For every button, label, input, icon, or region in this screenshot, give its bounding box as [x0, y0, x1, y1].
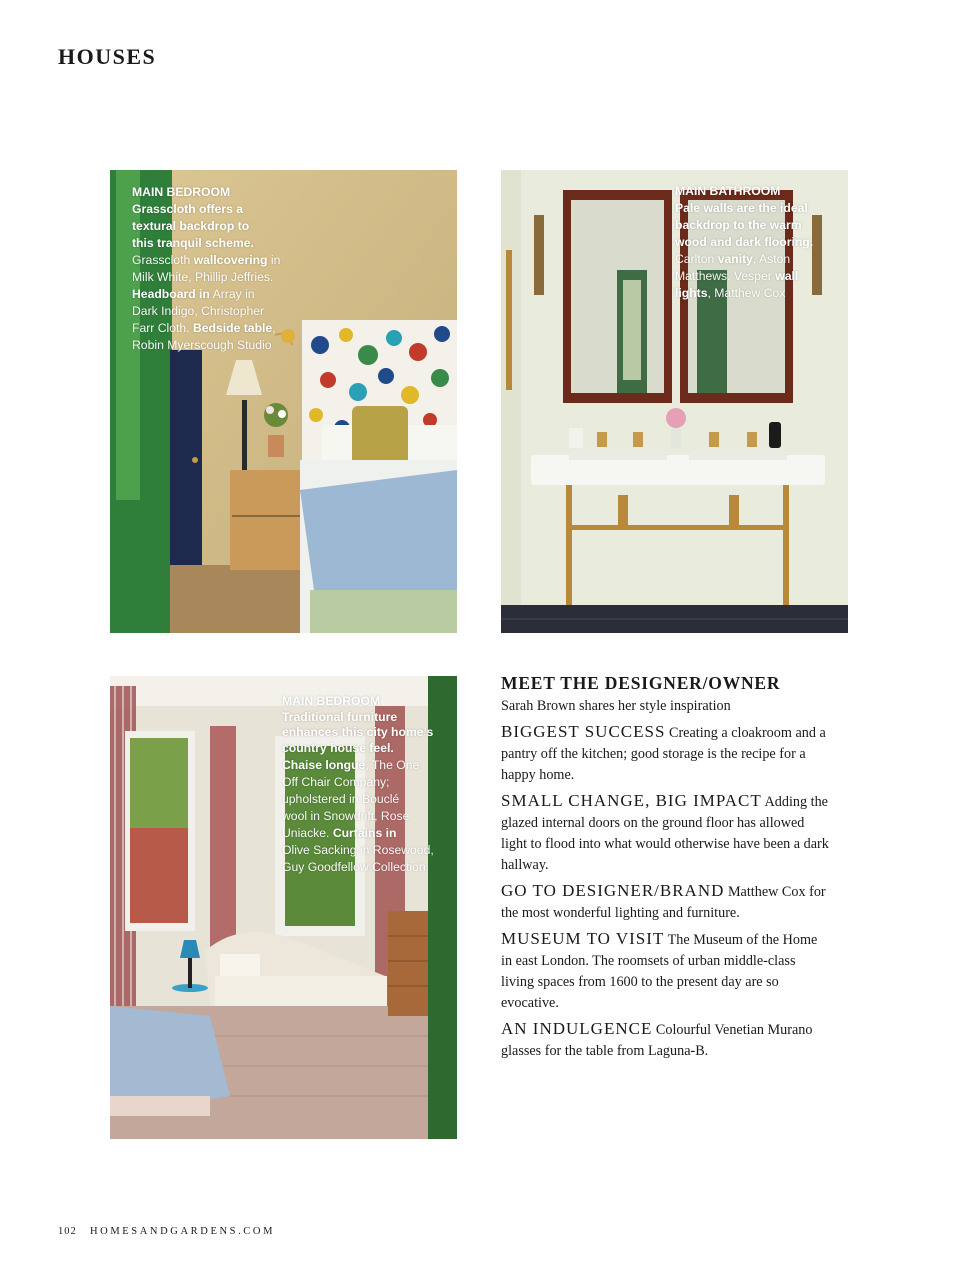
caption-lead-line: this tranquil scheme. [132, 236, 254, 250]
caption-item-name: Chaise longue [282, 758, 366, 772]
page-footer [58, 1226, 275, 1237]
caption-credit-line [282, 774, 452, 791]
qa-answer: Adding the glazed internal doors on the ground floor has allowed light to flood into what would otherwise have been a dark hallway. [501, 794, 829, 873]
qa-heading: MEET THE DESIGNER/OWNER [501, 673, 781, 693]
qa-item [501, 1018, 831, 1062]
photo-main-bedroom [110, 170, 457, 633]
caption-credit-line [132, 303, 332, 320]
qa-answer: Colourful Venetian Murano glasses for the table from Laguna-B. [501, 1022, 813, 1059]
caption-credit-text: Olive Sacking in Rosewood, [282, 843, 434, 857]
qa-answer: Creating a cloakroom and a pantry off the kitchen; good storage is the recipe for a happy home. [501, 725, 826, 783]
qa-question: AN INDULGENCE [501, 1019, 653, 1038]
caption-item-name: Bedside table [192, 321, 273, 335]
qa-question: SMALL CHANGE, BIG IMPACT [501, 791, 762, 810]
photo-main-bedroom-chaise [110, 676, 457, 1139]
photo-caption [132, 184, 332, 354]
caption-credit-text: in [267, 253, 281, 267]
caption-credit-text: wool in Snowdrift, Rose [282, 809, 410, 823]
caption-lead-line: Traditional furniture [282, 710, 398, 724]
designer-qa [501, 672, 831, 1066]
caption-credit-text: Off Chair Company; [282, 775, 390, 789]
photo-main-bathroom [501, 170, 848, 633]
caption-credit-line [282, 825, 452, 842]
caption-credit-text: , Matthew Cox [707, 286, 786, 300]
qa-item [501, 790, 831, 876]
qa-answer: Matthew Cox for the most wonderful lighting and furniture. [501, 884, 826, 921]
caption-credit-line [132, 252, 332, 269]
caption-credit-text: Guy Goodfellow Collection [282, 860, 426, 874]
caption-credit-line [132, 320, 332, 337]
qa-intro: Sarah Brown shares her style inspiration [501, 698, 731, 714]
caption-item-name: Headboard in [132, 287, 210, 301]
qa-item [501, 721, 831, 786]
caption-item-name: wall [775, 269, 799, 283]
caption-credit-text: Uniacke. [282, 826, 333, 840]
qa-items [501, 721, 831, 1062]
qa-question: BIGGEST SUCCESS [501, 722, 666, 741]
caption-credit-text: Grasscloth [132, 253, 194, 267]
caption-credit-text: upholstered in Bouclé [282, 792, 400, 806]
caption-credit-line [132, 286, 332, 303]
photo-caption [675, 183, 845, 302]
caption-credit-line [675, 268, 845, 285]
caption-credit-text: , The One [365, 758, 420, 772]
caption-credit-text: Matthews. Vesper [675, 269, 776, 283]
qa-item [501, 928, 831, 1014]
caption-credit-line [282, 808, 452, 825]
caption-credit-text: Carlton [675, 252, 718, 266]
caption-credit-line [282, 757, 452, 774]
caption-credit-text: Array in [209, 287, 255, 301]
caption-lead-line: textural backdrop to [132, 219, 250, 233]
caption-credit-text: Milk White, Phillip Jeffries. [132, 270, 274, 284]
section-title: HOUSES [58, 44, 157, 69]
caption-credit-text: Farr Cloth. [132, 321, 193, 335]
caption-lead-line: Pale walls are the ideal [675, 201, 808, 215]
caption-credit-text: , [272, 321, 276, 335]
caption-credit-line [675, 285, 845, 302]
caption-credit-line [675, 251, 845, 268]
qa-question: MUSEUM TO VISIT [501, 929, 665, 948]
caption-credit-line [132, 337, 332, 354]
caption-credits [282, 757, 452, 876]
caption-credit-line [282, 791, 452, 808]
caption-item-name: vanity [717, 252, 753, 266]
caption-credit-line [282, 842, 452, 859]
caption-credit-line [282, 859, 452, 876]
caption-item-name: Curtains in [332, 826, 397, 840]
caption-credit-text: , Aston [752, 252, 791, 266]
caption-item-name: lights [675, 286, 708, 300]
caption-lead-line: wood and dark flooring. [675, 235, 814, 249]
caption-credits [675, 251, 845, 302]
room-label: MAIN BEDROOM [282, 694, 381, 708]
page-number: 102 [58, 1226, 77, 1237]
caption-credit-text: Robin Myerscough Studio [132, 338, 272, 352]
site-url: HOMESANDGARDENS.COM [89, 1226, 276, 1237]
caption-lead-line: country house feel. [282, 741, 394, 755]
qa-answer: The Museum of the Home in east London. The roomsets of urban middle-class living spaces from 1600 to the present day are so evocative. [501, 932, 818, 1011]
caption-lead-line: enhances this city home’s [282, 725, 434, 739]
qa-item [501, 880, 831, 924]
room-label: MAIN BEDROOM [132, 185, 231, 199]
room-label: MAIN BATHROOM [675, 184, 781, 198]
caption-credit-text: Dark Indigo, Christopher [132, 304, 265, 318]
caption-credit-line [132, 269, 332, 286]
qa-question: GO TO DESIGNER/BRAND [501, 881, 725, 900]
caption-lead-line: backdrop to the warm [675, 218, 802, 232]
caption-credits [132, 252, 332, 354]
photo-caption [282, 693, 452, 876]
caption-lead-line: Grasscloth offers a [132, 202, 244, 216]
caption-item-name: wallcovering [193, 253, 268, 267]
